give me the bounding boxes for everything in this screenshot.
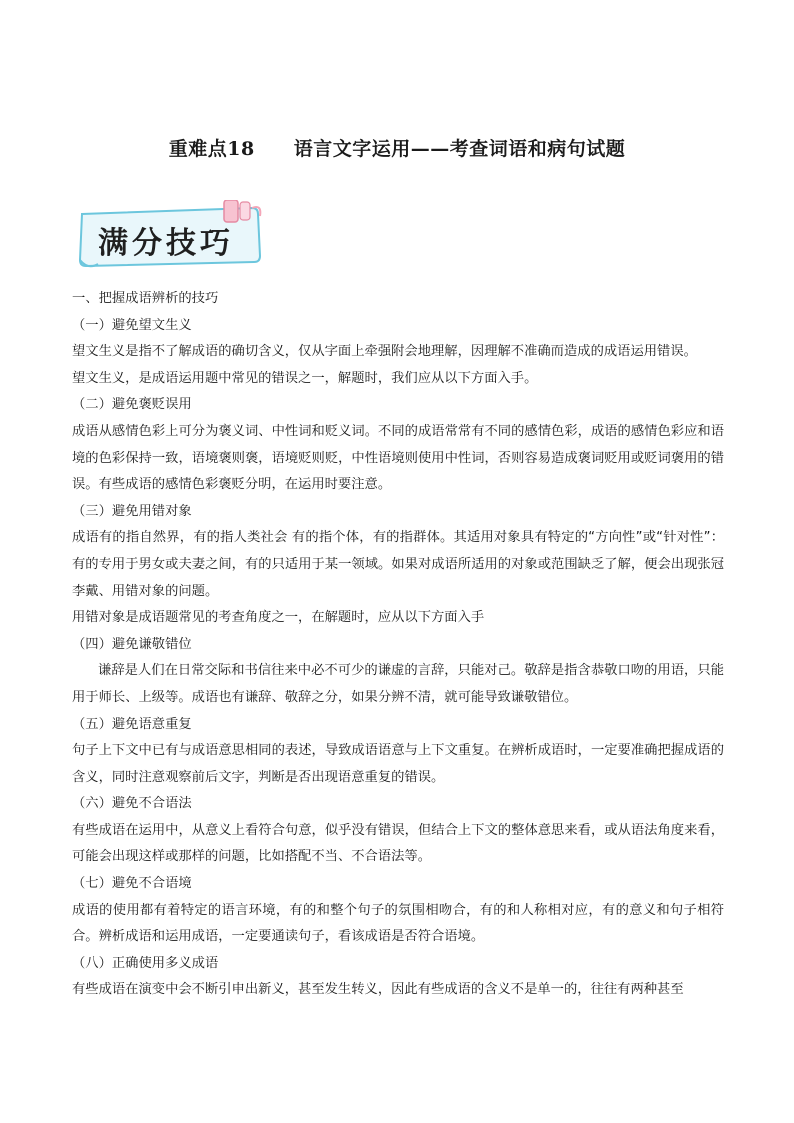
subsection-heading: （二）避免褒贬误用 bbox=[72, 397, 192, 413]
section-badge bbox=[76, 200, 266, 272]
page-title: 重难点18 语言文字运用——考查词语和病句试题 bbox=[168, 138, 626, 160]
paragraph: 句子上下文中已有与成语意思相同的表述，导致成语语意与上下文重复。在辨析成语时，一定要准确把握成语的含义，同时注意观察前后文字，判断是否出现语意重复的错误。 bbox=[72, 743, 724, 785]
paragraph: 望文生义，是成语运用题中常见的错误之一，解题时，我们应从以下方面入手。 bbox=[72, 370, 538, 386]
paragraph: 成语的使用都有着特定的语言环境，有的和整个句子的氛围相吻合，有的和人称相对应，有的意义和句子相符合。辨析成语和运用成语，一定要通读句子，看该成语是否符合语境。 bbox=[72, 902, 724, 945]
paragraph: 有些成语在运用中，从意义上看符合句意，似乎没有错误，但结合上下文的整体意思来看，或从语法角度来看，可能会出现这样或那样的问题，比如搭配不当、不合语法等。 bbox=[72, 822, 724, 865]
paragraph: 成语从感情色彩上可分为褒义词、中性词和贬义词。不同的成语常常有不同的感情色彩，成语的感情色彩应和语境的色彩保持一致，语境褒则褒，语境贬则贬，中性语境则使用中性词，否则容易造成褒词贬用或贬词褒用的错误。有些成语的感情色彩褒贬分明，在运用时要注意。 bbox=[72, 423, 724, 493]
badge-label: 满分技巧 bbox=[98, 226, 234, 261]
subsection-heading: （一）避免望文生义 bbox=[72, 317, 192, 333]
document-body bbox=[72, 286, 724, 1004]
subsection-heading: （三）避免用错对象 bbox=[72, 503, 192, 519]
subsection-heading: （五）避免语意重复 bbox=[72, 716, 192, 732]
paragraph: 谦辞是人们在日常交际和书信往来中必不可少的谦虚的言辞，只能对己。敬辞是指含恭敬口吻的用语，只能用于师长、上级等。成语也有谦辞、敬辞之分，如果分辨不清，就可能导致谦敬错位。 bbox=[72, 663, 724, 705]
paragraph: 有些成语在演变中会不断引申出新义，甚至发生转义，因此有些成语的含义不是单一的，往往有两种甚至 bbox=[72, 982, 684, 998]
subsection-heading: （七）避免不合语境 bbox=[72, 876, 192, 892]
section-heading-main: 一、把握成语辨析的技巧 bbox=[72, 291, 219, 306]
paragraph: 用错对象是成语题常见的考查角度之一，在解题时，应从以下方面入手 bbox=[72, 610, 485, 626]
subsection-heading: （六）避免不合语法 bbox=[72, 796, 192, 812]
paragraph: 望文生义是指不了解成语的确切含义，仅从字面上牵强附会地理解，因理解不准确而造成的成语运用错误。 bbox=[72, 344, 697, 360]
subsection-heading: （八）正确使用多义成语 bbox=[72, 955, 219, 971]
subsection-heading: （四）避免谦敬错位 bbox=[72, 636, 192, 652]
paragraph: 成语有的指自然界，有的指人类社会 有的指个体，有的指群体。其适用对象具有特定的“方向性”或“针对性”：有的专用于男女或夫妻之间，有的只适用于某一领域。如果对成语所适用的对象或范围缺乏了解，便会出现张冠李戴、用错对象的问题。 bbox=[72, 530, 724, 599]
